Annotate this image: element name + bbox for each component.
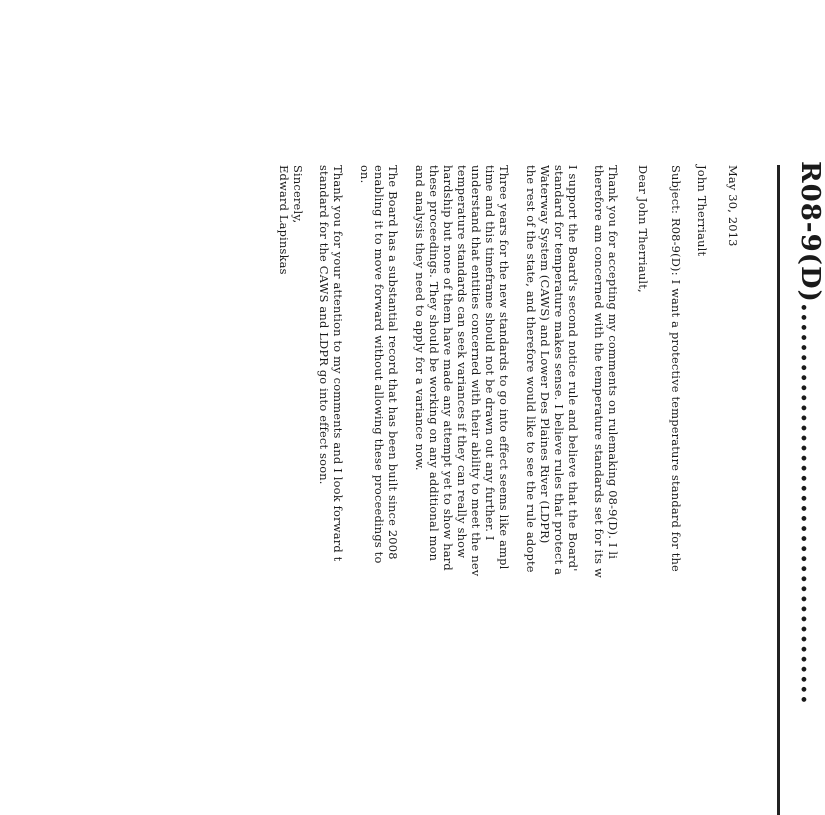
- paragraph-1-line: therefore am concerned with the temperature standards set for its w: [592, 165, 606, 578]
- paragraph-2-line: standard for temperature makes sense. I believe rules that protect a: [552, 165, 566, 576]
- paragraph-3-line: temperature standards can seek variances if they can really show: [455, 165, 469, 559]
- paragraph-2-line: Waterway System (CAWS) and Lower Des Plaines River (LDPR): [538, 165, 552, 544]
- letter-signer: Edward Lapinskas: [277, 165, 291, 275]
- paragraph-5-line: standard for the CAWS and LDPR go into effect soon.: [317, 165, 331, 485]
- letter-salutation: Dear John Therriault,: [636, 165, 650, 293]
- paragraph-3-line: time and this timeframe should not be drawn out any further. I: [483, 165, 497, 541]
- header-rule: [777, 165, 780, 815]
- paragraph-5-line: Thank you for your attention to my comments and I look forward t: [331, 165, 345, 562]
- letter-date: May 30, 2013: [726, 165, 740, 247]
- paragraph-3-line: these proceedings. They should be working on any additional mon: [427, 165, 441, 562]
- document-reference: R08-9(D)........................................: [795, 161, 825, 705]
- paragraph-3-line: understand that entities concerned with their ability to meet the nev: [469, 165, 483, 577]
- paragraph-2-line: I support the Board's second notice rule and believe that the Board': [566, 165, 580, 572]
- paragraph-1-line: Thank you for accepting my comments on rulemaking 08-9(D). I li: [606, 165, 620, 560]
- letter-closing: Sincerely,: [291, 165, 305, 224]
- paragraph-4-line: enabling it to move forward without allowing these proceedings to: [372, 165, 386, 564]
- paragraph-3-line: and analysis they need to apply for a variance now.: [413, 165, 427, 471]
- rotated-letter: [265, 161, 825, 705]
- paragraph-4-line: on.: [358, 165, 372, 184]
- letter-recipient: John Therriault: [695, 165, 709, 257]
- paragraph-2-line: the rest of the state, and therefore would like to see the rule adopte: [524, 165, 538, 573]
- paragraph-4-line: The Board has a substantial record that has been built since 2008: [386, 165, 400, 560]
- paragraph-3-line: hardship but none of them have made any attempt yet to show hard: [441, 165, 455, 571]
- paragraph-3-line: Three years for the new standards to go into effect seems like ampl: [497, 165, 511, 570]
- letter-subject: Subject: R08-9(D): I want a protective temperature standard for the: [669, 165, 683, 572]
